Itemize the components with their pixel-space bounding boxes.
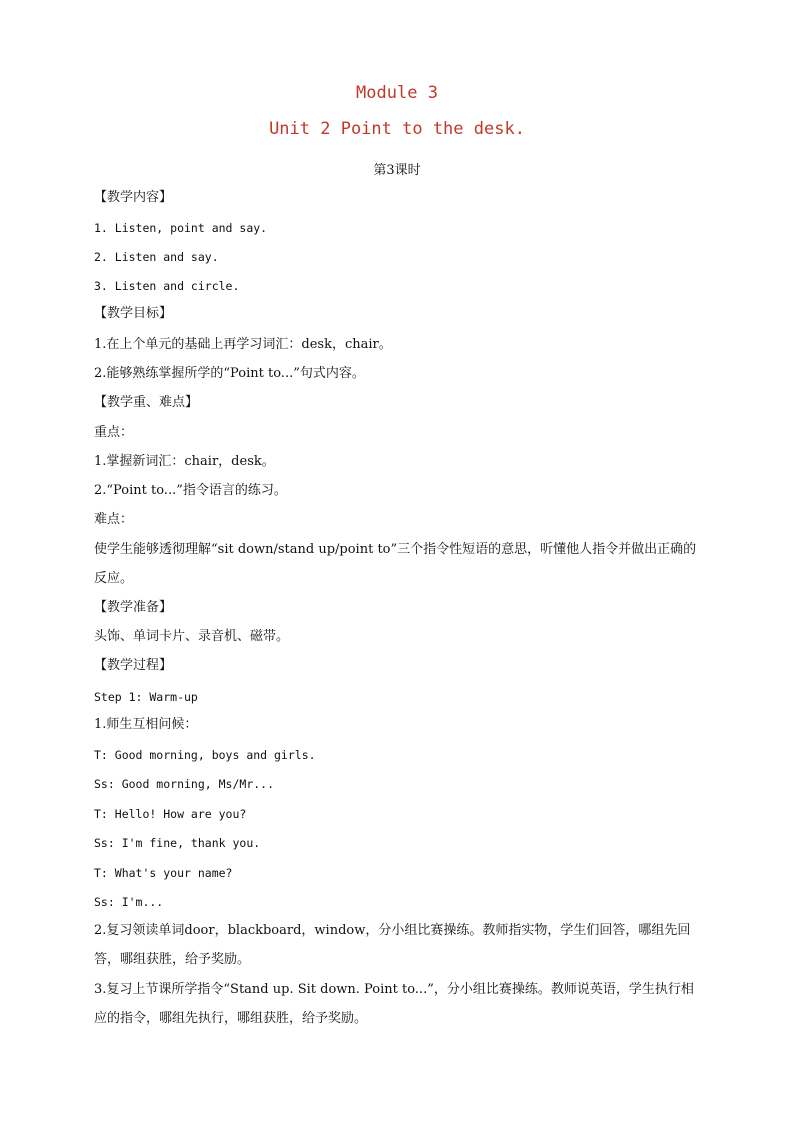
lesson-number: 第3课时 [373, 163, 421, 178]
step-1-title: Step 1: Warm-up [94, 690, 198, 704]
unit-title: Unit 2 Point to the desk. [269, 119, 525, 139]
dialogue-line-6: Ss: I'm... [94, 895, 164, 909]
objective-1: 1.在上个单元的基础上再学习词汇：desk，chair。 [94, 337, 392, 352]
dialogue-line-4: Ss: I'm fine, thank you. [94, 836, 261, 850]
difficulty-text: 使学生能够透彻理解“sit down/stand up/point to”三个指令性短语的意思，听懂他人指令并做出正确的反应。 [94, 542, 697, 586]
greeting-intro: 1.师生互相问候： [94, 717, 198, 732]
preparation-text: 头饰、单词卡片、录音机、磁带。 [94, 629, 290, 644]
key-point-1: 1.掌握新词汇：chair，desk。 [94, 454, 275, 469]
objective-2: 2.能够熟练掌握所学的“Point to...”句式内容。 [94, 366, 365, 381]
section-heading-key-points: 【教学重、难点】 [94, 395, 199, 410]
difficulty-label: 难点： [94, 512, 134, 527]
review-commands-paragraph: 3.复习上节课所学指令“Stand up. Sit down. Point to...”，分小组比赛操练。教师说英语，学生执行相应的指令，哪组先执行，哪组获胜，给予奖励。 [94, 982, 694, 1026]
dialogue-line-5: T: What's your name? [94, 866, 233, 880]
review-words-paragraph: 2.复习领读单词door，blackboard，window，分小组比赛操练。教师指实物，学生们回答，哪组先回答，哪组获胜，给予奖励。 [94, 923, 691, 967]
module-title: Module 3 [356, 83, 438, 103]
key-points-label: 重点： [94, 425, 134, 440]
dialogue-line-3: T: Hello! How are you? [94, 807, 247, 821]
dialogue-line-2: Ss: Good morning, Ms/Mr... [94, 777, 275, 791]
section-heading-content: 【教学内容】 [94, 190, 173, 205]
content-item-2: 2. Listen and say. [94, 250, 219, 264]
section-heading-objectives: 【教学目标】 [94, 306, 173, 321]
content-item-3: 3. Listen and circle. [94, 279, 240, 293]
key-point-2: 2.“Point to...”指令语言的练习。 [94, 483, 287, 498]
section-heading-preparation: 【教学准备】 [94, 600, 173, 615]
dialogue-line-1: T: Good morning, boys and girls. [94, 748, 316, 762]
content-item-1: 1. Listen, point and say. [94, 221, 268, 235]
section-heading-process: 【教学过程】 [94, 658, 173, 673]
